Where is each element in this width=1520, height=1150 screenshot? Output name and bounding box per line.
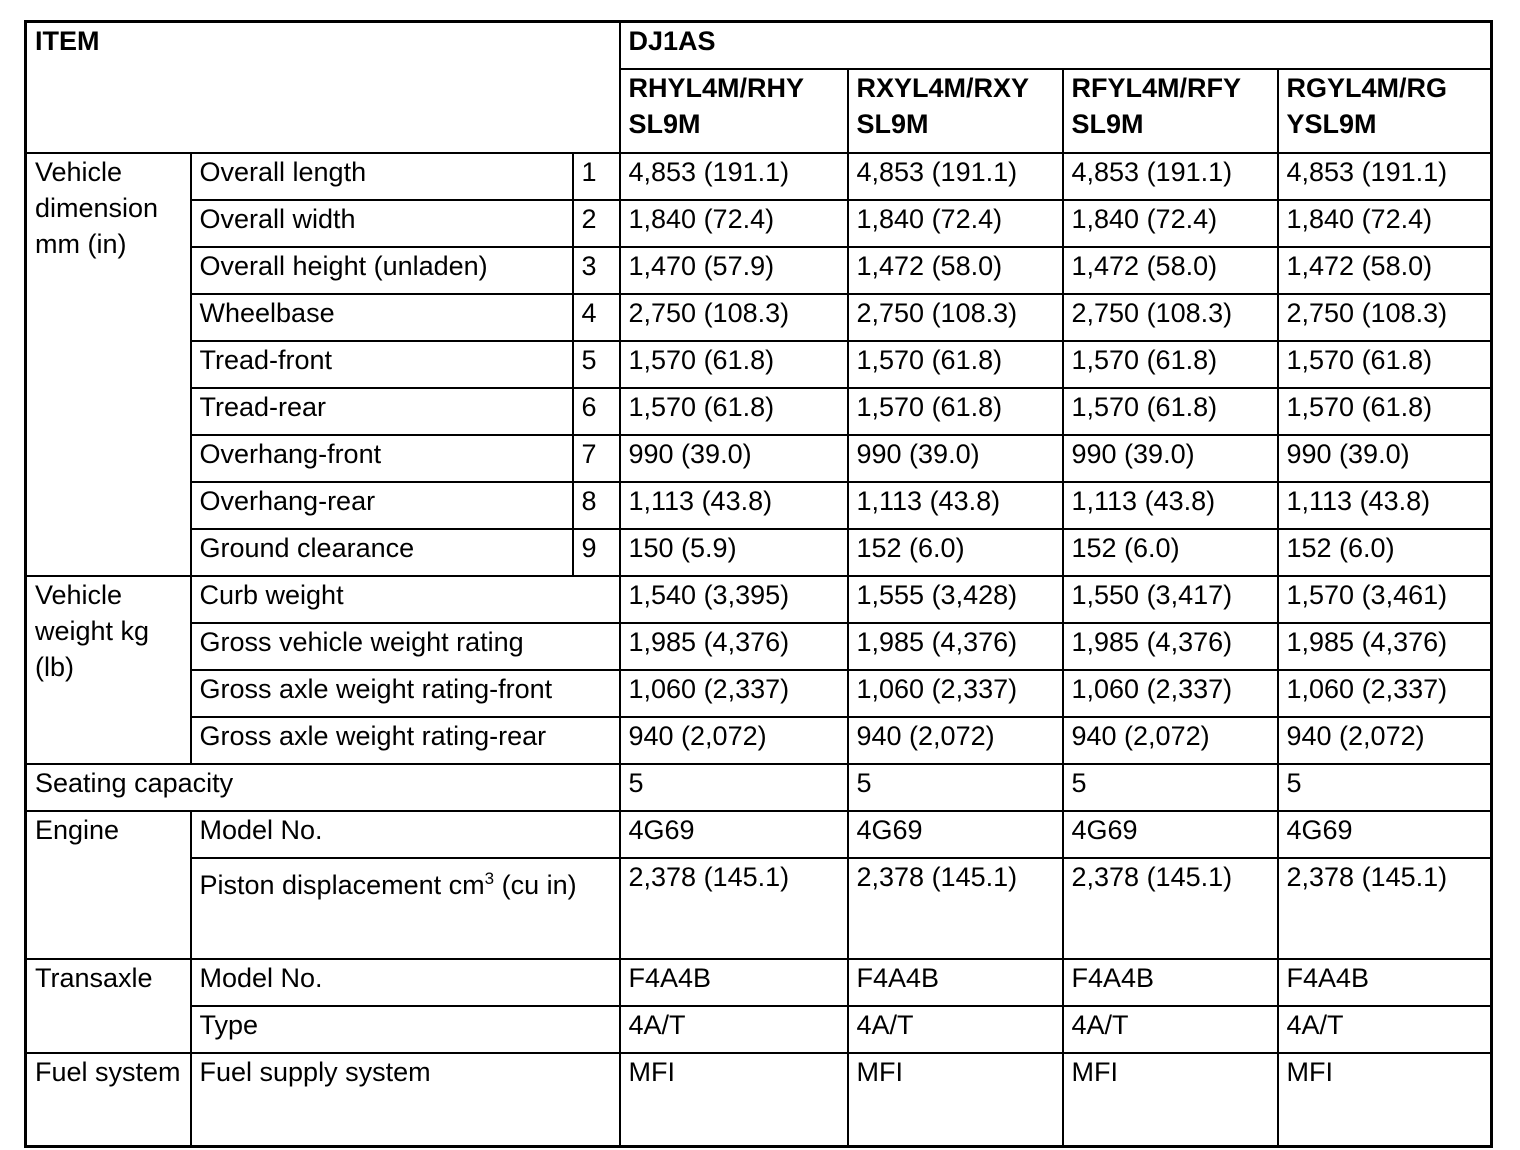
table-row — [26, 1006, 1492, 1053]
row-label: Curb weight — [191, 576, 620, 623]
cell-value: 4G69 — [848, 811, 1063, 858]
row-number: 5 — [573, 341, 620, 388]
cell-value: 1,985 (4,376) — [848, 623, 1063, 670]
cell-value: 4A/T — [848, 1006, 1063, 1053]
cell-value: 1,550 (3,417) — [1063, 576, 1278, 623]
cell-value: 1,470 (57.9) — [620, 247, 848, 294]
cell-value: 150 (5.9) — [620, 529, 848, 576]
cell-value: 1,570 (61.8) — [620, 341, 848, 388]
cell-value: 1,570 (61.8) — [1278, 341, 1492, 388]
row-number: 1 — [573, 153, 620, 200]
cell-value: F4A4B — [1063, 959, 1278, 1006]
cell-value: 1,570 (61.8) — [620, 388, 848, 435]
cell-value: 5 — [1063, 764, 1278, 811]
cell-value: 1,472 (58.0) — [848, 247, 1063, 294]
group-label-transaxle: Transaxle — [26, 959, 191, 1053]
cell-value: 1,570 (3,461) — [1278, 576, 1492, 623]
cell-value: 1,570 (61.8) — [1063, 388, 1278, 435]
cell-value: 2,378 (145.1) — [848, 858, 1063, 959]
cell-value: 1,570 (61.8) — [848, 388, 1063, 435]
cell-value: F4A4B — [848, 959, 1063, 1006]
cell-value: 4,853 (191.1) — [620, 153, 848, 200]
cell-value: 990 (39.0) — [620, 435, 848, 482]
table-row — [26, 811, 1492, 858]
label-text: (cu in) — [494, 870, 577, 900]
cell-value: 1,840 (72.4) — [620, 200, 848, 247]
row-label: Type — [191, 1006, 620, 1053]
row-label: Overhang-front — [191, 435, 573, 482]
cell-value: 1,985 (4,376) — [1063, 623, 1278, 670]
table-row — [26, 670, 1492, 717]
cell-value: F4A4B — [1278, 959, 1492, 1006]
cell-value: 1,472 (58.0) — [1278, 247, 1492, 294]
row-label: Ground clearance — [191, 529, 573, 576]
cell-value: 990 (39.0) — [1063, 435, 1278, 482]
cell-value: 2,750 (108.3) — [620, 294, 848, 341]
cell-value: 1,060 (2,337) — [1278, 670, 1492, 717]
table-row — [26, 388, 1492, 435]
row-label: Fuel supply system — [191, 1053, 620, 1147]
cell-value: 1,540 (3,395) — [620, 576, 848, 623]
group-label-dimension: Vehicle dimension mm (in) — [26, 153, 191, 576]
cell-value: 1,555 (3,428) — [848, 576, 1063, 623]
label-text: Piston displacement cm — [199, 870, 485, 900]
cell-value: MFI — [1063, 1053, 1278, 1147]
cell-value: 2,378 (145.1) — [1278, 858, 1492, 959]
cell-value: 1,840 (72.4) — [1063, 200, 1278, 247]
row-label — [191, 858, 620, 959]
cell-value: 4G69 — [620, 811, 848, 858]
group-label-seating: Seating capacity — [26, 764, 620, 811]
row-label: Gross vehicle weight rating — [191, 623, 620, 670]
cell-value: MFI — [1278, 1053, 1492, 1147]
table-row — [26, 294, 1492, 341]
cell-value: 5 — [620, 764, 848, 811]
row-label: Model No. — [191, 811, 620, 858]
cell-value: 2,750 (108.3) — [1063, 294, 1278, 341]
table-row — [26, 623, 1492, 670]
cell-value: 152 (6.0) — [1063, 529, 1278, 576]
cell-value: 940 (2,072) — [620, 717, 848, 764]
row-number: 4 — [573, 294, 620, 341]
table-row — [26, 200, 1492, 247]
row-label: Tread-rear — [191, 388, 573, 435]
cell-value: 1,840 (72.4) — [848, 200, 1063, 247]
cell-value: 1,985 (4,376) — [1278, 623, 1492, 670]
row-label: Wheelbase — [191, 294, 573, 341]
model-group-header: DJ1AS — [620, 22, 1492, 70]
cell-value: 2,750 (108.3) — [848, 294, 1063, 341]
cell-value: 1,840 (72.4) — [1278, 200, 1492, 247]
cell-value: 1,113 (43.8) — [848, 482, 1063, 529]
table-row — [26, 1053, 1492, 1147]
cell-value: 5 — [1278, 764, 1492, 811]
cell-value: 4,853 (191.1) — [1278, 153, 1492, 200]
cell-value: 1,060 (2,337) — [848, 670, 1063, 717]
cell-value: 1,113 (43.8) — [1063, 482, 1278, 529]
row-number: 9 — [573, 529, 620, 576]
cell-value: MFI — [848, 1053, 1063, 1147]
cell-value: MFI — [620, 1053, 848, 1147]
table-row — [26, 764, 1492, 811]
cell-value: 4,853 (191.1) — [848, 153, 1063, 200]
model-header: RFYL4M/RFY SL9M — [1063, 69, 1278, 153]
row-number: 7 — [573, 435, 620, 482]
cell-value: 4G69 — [1063, 811, 1278, 858]
cell-value: 990 (39.0) — [848, 435, 1063, 482]
header-row — [26, 22, 1492, 70]
row-label: Overhang-rear — [191, 482, 573, 529]
group-label-fuel: Fuel system — [26, 1053, 191, 1147]
row-label: Gross axle weight rating-front — [191, 670, 620, 717]
cell-value: 152 (6.0) — [1278, 529, 1492, 576]
cell-value: 2,378 (145.1) — [620, 858, 848, 959]
cell-value: 940 (2,072) — [1278, 717, 1492, 764]
cell-value: 1,113 (43.8) — [1278, 482, 1492, 529]
row-number: 6 — [573, 388, 620, 435]
cell-value: 1,060 (2,337) — [620, 670, 848, 717]
model-header: RXYL4M/RXY SL9M — [848, 69, 1063, 153]
cell-value: 990 (39.0) — [1278, 435, 1492, 482]
table-row — [26, 435, 1492, 482]
row-label: Overall width — [191, 200, 573, 247]
table-row — [26, 247, 1492, 294]
row-label: Gross axle weight rating-rear — [191, 717, 620, 764]
table-row — [26, 576, 1492, 623]
cell-value: 152 (6.0) — [848, 529, 1063, 576]
cell-value: 4A/T — [1278, 1006, 1492, 1053]
model-header: RGYL4M/RG YSL9M — [1278, 69, 1492, 153]
cell-value: 4A/T — [1063, 1006, 1278, 1053]
cell-value: 1,985 (4,376) — [620, 623, 848, 670]
row-number: 3 — [573, 247, 620, 294]
cell-value: 4A/T — [620, 1006, 848, 1053]
row-label: Overall length — [191, 153, 573, 200]
cell-value: 1,570 (61.8) — [848, 341, 1063, 388]
item-header: ITEM — [26, 22, 620, 154]
row-label: Tread-front — [191, 341, 573, 388]
row-number: 2 — [573, 200, 620, 247]
cell-value: 940 (2,072) — [1063, 717, 1278, 764]
model-header: RHYL4M/RHY SL9M — [620, 69, 848, 153]
table-row — [26, 482, 1492, 529]
table-row — [26, 717, 1492, 764]
row-label: Model No. — [191, 959, 620, 1006]
table-row — [26, 959, 1492, 1006]
cell-value: 1,113 (43.8) — [620, 482, 848, 529]
cell-value: F4A4B — [620, 959, 848, 1006]
table-row — [26, 529, 1492, 576]
cell-value: 1,570 (61.8) — [1278, 388, 1492, 435]
superscript: 3 — [484, 869, 495, 888]
cell-value: 1,472 (58.0) — [1063, 247, 1278, 294]
table-row — [26, 858, 1492, 959]
specifications-table — [24, 20, 1493, 1148]
cell-value: 1,570 (61.8) — [1063, 341, 1278, 388]
group-label-weight: Vehicle weight kg (lb) — [26, 576, 191, 764]
row-number: 8 — [573, 482, 620, 529]
row-label: Overall height (unladen) — [191, 247, 573, 294]
cell-value: 4,853 (191.1) — [1063, 153, 1278, 200]
cell-value: 2,750 (108.3) — [1278, 294, 1492, 341]
cell-value: 5 — [848, 764, 1063, 811]
cell-value: 4G69 — [1278, 811, 1492, 858]
group-label-engine: Engine — [26, 811, 191, 959]
cell-value: 2,378 (145.1) — [1063, 858, 1278, 959]
table-row — [26, 153, 1492, 200]
cell-value: 940 (2,072) — [848, 717, 1063, 764]
table-row — [26, 341, 1492, 388]
cell-value: 1,060 (2,337) — [1063, 670, 1278, 717]
